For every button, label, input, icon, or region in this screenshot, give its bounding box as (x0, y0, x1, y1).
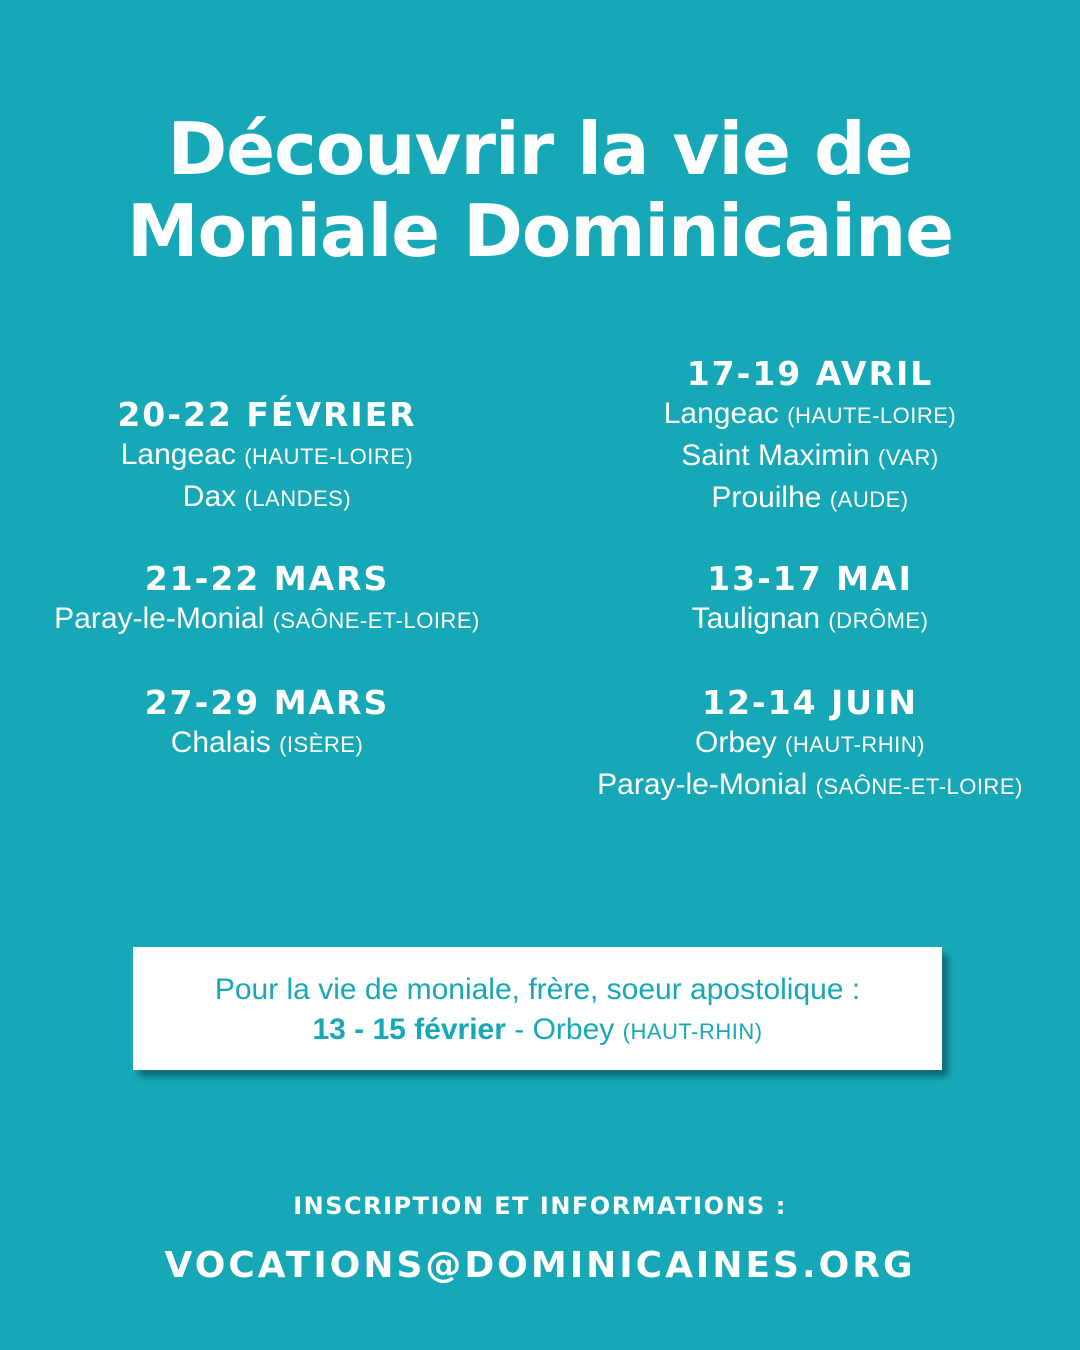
place-name: Chalais (170, 726, 271, 759)
info-box-details (133, 1010, 942, 1052)
page-title-line2: Moniale Dominicaine (126, 189, 954, 273)
event-place (0, 477, 534, 519)
place-region: (ISÈRE) (279, 732, 364, 757)
place-region: (SAÔNE-ET-LOIRE) (272, 608, 480, 633)
event-place (540, 599, 1080, 641)
event-block (540, 683, 1080, 807)
info-box-region: (HAUT-RHIN) (622, 1019, 763, 1044)
event-place (0, 599, 534, 641)
event-block (0, 395, 534, 519)
place-region: (LANDES) (244, 486, 352, 511)
page-title (0, 108, 1080, 272)
event-place (540, 723, 1080, 765)
place-name: Taulignan (691, 602, 821, 635)
event-place (540, 436, 1080, 478)
info-box (133, 947, 942, 1070)
place-region: (SAÔNE-ET-LOIRE) (815, 774, 1023, 799)
place-region: (HAUTE-LOIRE) (244, 444, 414, 469)
info-box-separator: - (505, 1013, 533, 1046)
event-place (0, 435, 534, 477)
place-name: Prouilhe (711, 481, 822, 514)
place-region: (HAUTE-LOIRE) (787, 403, 957, 428)
event-date: 27-29 MARS (144, 683, 390, 722)
event-place (540, 765, 1080, 807)
place-name: Langeac (663, 397, 779, 430)
event-date: 13-17 MAI (707, 559, 913, 598)
event-place (0, 723, 534, 765)
place-region: (DRÔME) (828, 608, 929, 633)
event-block (0, 559, 534, 641)
place-name: Saint Maximin (681, 439, 870, 472)
event-place (540, 394, 1080, 436)
event-date: 12-14 JUIN (701, 683, 918, 722)
event-date: 20-22 FÉVRIER (117, 395, 417, 434)
info-box-heading: Pour la vie de moniale, frère, soeur apostolique : (214, 973, 861, 1006)
event-place (540, 478, 1080, 520)
event-block (0, 683, 534, 765)
place-name: Paray-le-Monial (597, 768, 808, 801)
contact-email[interactable]: VOCATIONS@DOMINICAINES.ORG (164, 1245, 916, 1286)
place-region: (VAR) (877, 445, 939, 470)
inscription-heading: INSCRIPTION ET INFORMATIONS : (293, 1192, 787, 1220)
place-name: Langeac (120, 438, 236, 471)
event-date: 17-19 AVRIL (686, 354, 934, 393)
info-box-date: 13 - 15 février (312, 1013, 506, 1046)
info-box-place: Orbey (532, 1013, 615, 1046)
place-name: Dax (182, 480, 237, 513)
place-region: (HAUT-RHIN) (785, 732, 925, 757)
place-name: Orbey (695, 726, 777, 759)
place-region: (AUDE) (829, 487, 909, 512)
event-block (540, 559, 1080, 641)
event-block (540, 354, 1080, 520)
page-title-line1: Découvrir la vie de (167, 107, 913, 191)
event-date: 21-22 MARS (144, 559, 390, 598)
place-name: Paray-le-Monial (54, 602, 265, 635)
